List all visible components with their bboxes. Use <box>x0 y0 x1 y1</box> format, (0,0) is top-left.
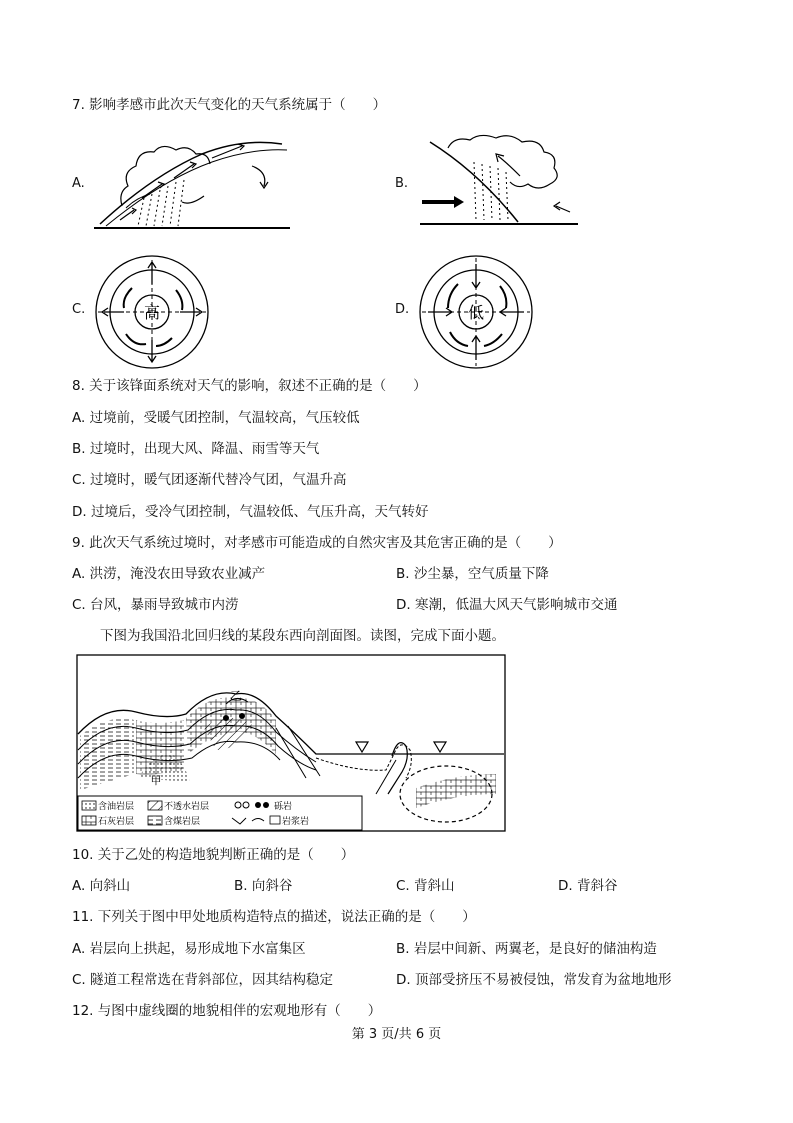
q11-option-c: C. 隧道工程常选在背斜部位，因其结构稳定 <box>72 972 334 988</box>
q9-option-b: B. 沙尘暴，空气质量下降 <box>396 566 549 582</box>
low-pressure-label: 低 <box>467 303 485 322</box>
q9-option-c: C. 台风，暴雨导致城市内涝 <box>72 597 239 613</box>
legend-limestone: 石灰岩层 <box>98 817 135 827</box>
q11-option-a: A. 岩层向上拱起，易形成地下水富集区 <box>72 941 306 957</box>
q8-option-a: A. 过境前，受暖气团控制，气温较高，气压较低 <box>72 410 360 426</box>
q7-diagram-b <box>418 132 580 228</box>
q7-diagram-c <box>92 254 212 370</box>
geologic-profile <box>76 654 506 832</box>
legend-coal: 含煤岩层 <box>164 817 201 827</box>
q7-option-b-label: B. <box>395 176 409 191</box>
legend-impermeable: 不透水岩层 <box>164 802 210 812</box>
q8-option-b: B. 过境时，出现大风、降温、雨雪等天气 <box>72 441 320 457</box>
q8-option-d: D. 过境后，受冷气团控制，气温较低、气压升高，天气转好 <box>72 504 429 520</box>
q7-stem: 7. 影响孝感市此次天气变化的天气系统属于（ ） <box>72 97 387 113</box>
q11-option-b: B. 岩层中间新、两翼老，是良好的储油构造 <box>396 941 657 957</box>
q9-option-d: D. 寒潮，低温大风天气影响城市交通 <box>396 597 618 613</box>
q9-option-a: A. 洪涝，淹没农田导致农业减产 <box>72 566 266 582</box>
q10-option-b: B. 向斜谷 <box>234 878 293 894</box>
q11-stem: 11. 下列关于图中甲处地质构造特点的描述，说法正确的是（ ） <box>72 909 476 925</box>
q7-option-a-label: A. <box>72 176 85 191</box>
q9-stem: 9. 此次天气系统过境时，对孝感市可能造成的自然灾害及其危害正确的是（ ） <box>72 535 562 551</box>
label-jia: 甲 <box>150 774 162 787</box>
q8-option-c: C. 过境时，暖气团逐渐代替冷气团，气温升高 <box>72 472 347 488</box>
q10-option-c: C. 背斜山 <box>396 878 455 894</box>
page-footer: 第 3 页/共 6 页 <box>351 1027 442 1042</box>
high-pressure-label: 高 <box>143 303 161 322</box>
q11-option-d: D. 顶部受挤压不易被侵蚀，常发育为盆地地形 <box>396 972 672 988</box>
q10-stem: 10. 关于乙处的构造地貌判断正确的是（ ） <box>72 847 355 863</box>
q7-option-d-label: D. <box>395 302 410 317</box>
legend-oil: 含油岩层 <box>98 802 135 812</box>
q12-stem: 12. 与图中虚线圈的地貌相伴的宏观地形有（ ） <box>72 1003 382 1019</box>
q7-diagram-d <box>418 254 534 370</box>
q10-option-d: D. 背斜谷 <box>558 878 618 894</box>
q7-option-c-label: C. <box>72 302 86 317</box>
legend-gravel: 砾岩 <box>274 802 293 812</box>
profile-intro: 下图为我国沿北回归线的某段东西向剖面图。读图，完成下面小题。 <box>100 628 505 644</box>
q7-diagram-a <box>92 136 292 232</box>
legend-magma: 岩浆岩 <box>282 817 310 827</box>
label-yi: 乙 <box>229 689 243 703</box>
q8-stem: 8. 关于该锋面系统对天气的影响，叙述不正确的是（ ） <box>72 378 427 394</box>
q10-option-a: A. 向斜山 <box>72 878 131 894</box>
